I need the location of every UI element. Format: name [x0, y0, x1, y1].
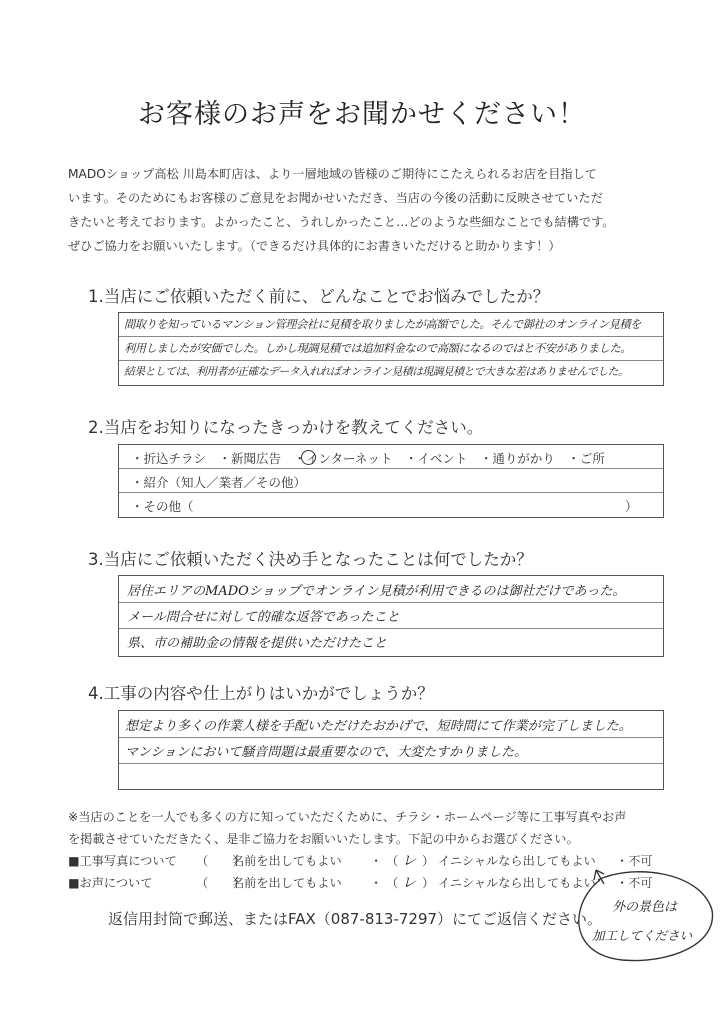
source-option-other-close: ） [625, 499, 638, 514]
handwritten-answer: 利用しましたが安価でした。しかし現調見積では追加料金なので高額になるのではと不安がありました。 [124, 342, 632, 355]
check-mark: レ [402, 853, 416, 869]
answer-box-1[interactable] [118, 312, 664, 386]
source-options-box [118, 444, 664, 518]
permission-note [68, 806, 678, 850]
option-not-allowed[interactable]: ・不可 [616, 854, 653, 868]
return-instructions: 返信用封筒で郵送、またはFAX（087-813-7297）にてご返信ください。 [108, 910, 603, 928]
intro-line: います。そのためにもお客様のご意見をお聞かせいただき、当店の今後の活動に反映させていただ [68, 191, 603, 205]
permission-row-voice [68, 874, 653, 891]
source-options-row[interactable]: ・折込チラシ ・新聞広告 ・インターネット ・イベント ・通りがかり ・ご所 [131, 451, 605, 466]
intro-line: MADOショップ高松 川島本町店は、より一層地域の皆様のご期待にこたえられるお店を目指して [68, 167, 597, 181]
handwritten-answer: 居住エリアのMADOショップでオンライン見積が利用できるのは御社だけであった。 [127, 584, 626, 599]
question-4: 4.工事の内容や仕上がりはいかがでしょうか？ [88, 684, 434, 703]
option-paren-open: （ [386, 854, 399, 868]
answer-box-3[interactable] [118, 575, 664, 657]
question-1: 1.当店にご依頼いただく前に、どんなことでお悩みでしたか？ [88, 287, 550, 306]
source-options-referral[interactable]: ・紹介（知人／業者／その他） [131, 475, 307, 490]
option-paren-open: （ [386, 876, 399, 890]
permission-label: ■工事写真について [68, 854, 177, 868]
option-initial-ok[interactable]: イニシャルなら出してもよい [438, 876, 596, 890]
bullet: ・ [370, 854, 383, 868]
handwritten-note-line: 加工してください [592, 928, 693, 943]
handwritten-annotation-outline [560, 860, 720, 970]
permission-label: ■お声について [68, 876, 153, 890]
page-title: お客様のお声をお聞かせください！ [138, 99, 586, 130]
intro-line: ぜひご協力をお願いいたします。（できるだけ具体的にお書きいただけると助かります！） [68, 239, 561, 253]
option-paren-close: ） [422, 876, 435, 890]
handwritten-answer: マンションにおいて騒音問題は最重要なので、大変たすかりました。 [125, 745, 528, 760]
handwritten-answer: 結果としては、利用者が正確なデータ入れればオンライン見積は現調見積とで大きな差はありませんでした。 [124, 365, 629, 378]
handwritten-answer: 県、市の補助金の情報を提供いただけたこと [127, 636, 388, 651]
intro-line: きたいと考えております。よかったこと、うれしかったこと…どのような些細なことでも結構です。 [68, 215, 615, 229]
question-3: 3.当店にご依頼いただく決め手となったことは何でしたか？ [88, 550, 533, 569]
selected-circle-mark [301, 450, 316, 465]
bullet: ・ [370, 876, 383, 890]
answer-box-4[interactable] [118, 710, 664, 790]
note-line: を掲載させていただきたく、是非ご協力をお願いいたします。下記の中からお選びください。 [68, 832, 579, 846]
intro-text [68, 162, 668, 258]
handwritten-answer: 想定より多くの作業人様を手配いただけたおかげで、短時間にて作業が完了しました。 [125, 719, 632, 734]
option-not-allowed[interactable]: ・不可 [616, 876, 653, 890]
option-name-ok[interactable]: 名前を出してもよい [232, 876, 342, 890]
check-mark: レ [402, 875, 416, 891]
option-initial-ok[interactable]: イニシャルなら出してもよい [438, 854, 596, 868]
arrow-icon [594, 870, 604, 884]
permission-row-photo [68, 852, 653, 869]
option-paren-close: ） [422, 854, 435, 868]
note-line: ※当店のことを一人でも多くの方に知っていただくために、チラシ・ホームページ等に工事写真やお声 [68, 810, 627, 824]
option-paren[interactable]: （ ） [196, 876, 245, 890]
option-name-ok[interactable]: 名前を出してもよい [232, 854, 342, 868]
handwritten-answer: 間取りを知っているマンション管理会社に見積を取りましたが高額でした。そんで御社のオンライン見積を [124, 318, 641, 331]
question-2: 2.当店をお知りになったきっかけを教えてください。 [88, 418, 484, 437]
option-paren[interactable]: （ ） [196, 854, 245, 868]
handwritten-note-line: 外の景色は [612, 900, 678, 915]
handwritten-answer: メール問合せに対して的確な返答であったこと [127, 610, 400, 625]
source-option-other[interactable]: ・その他（ [131, 499, 194, 514]
